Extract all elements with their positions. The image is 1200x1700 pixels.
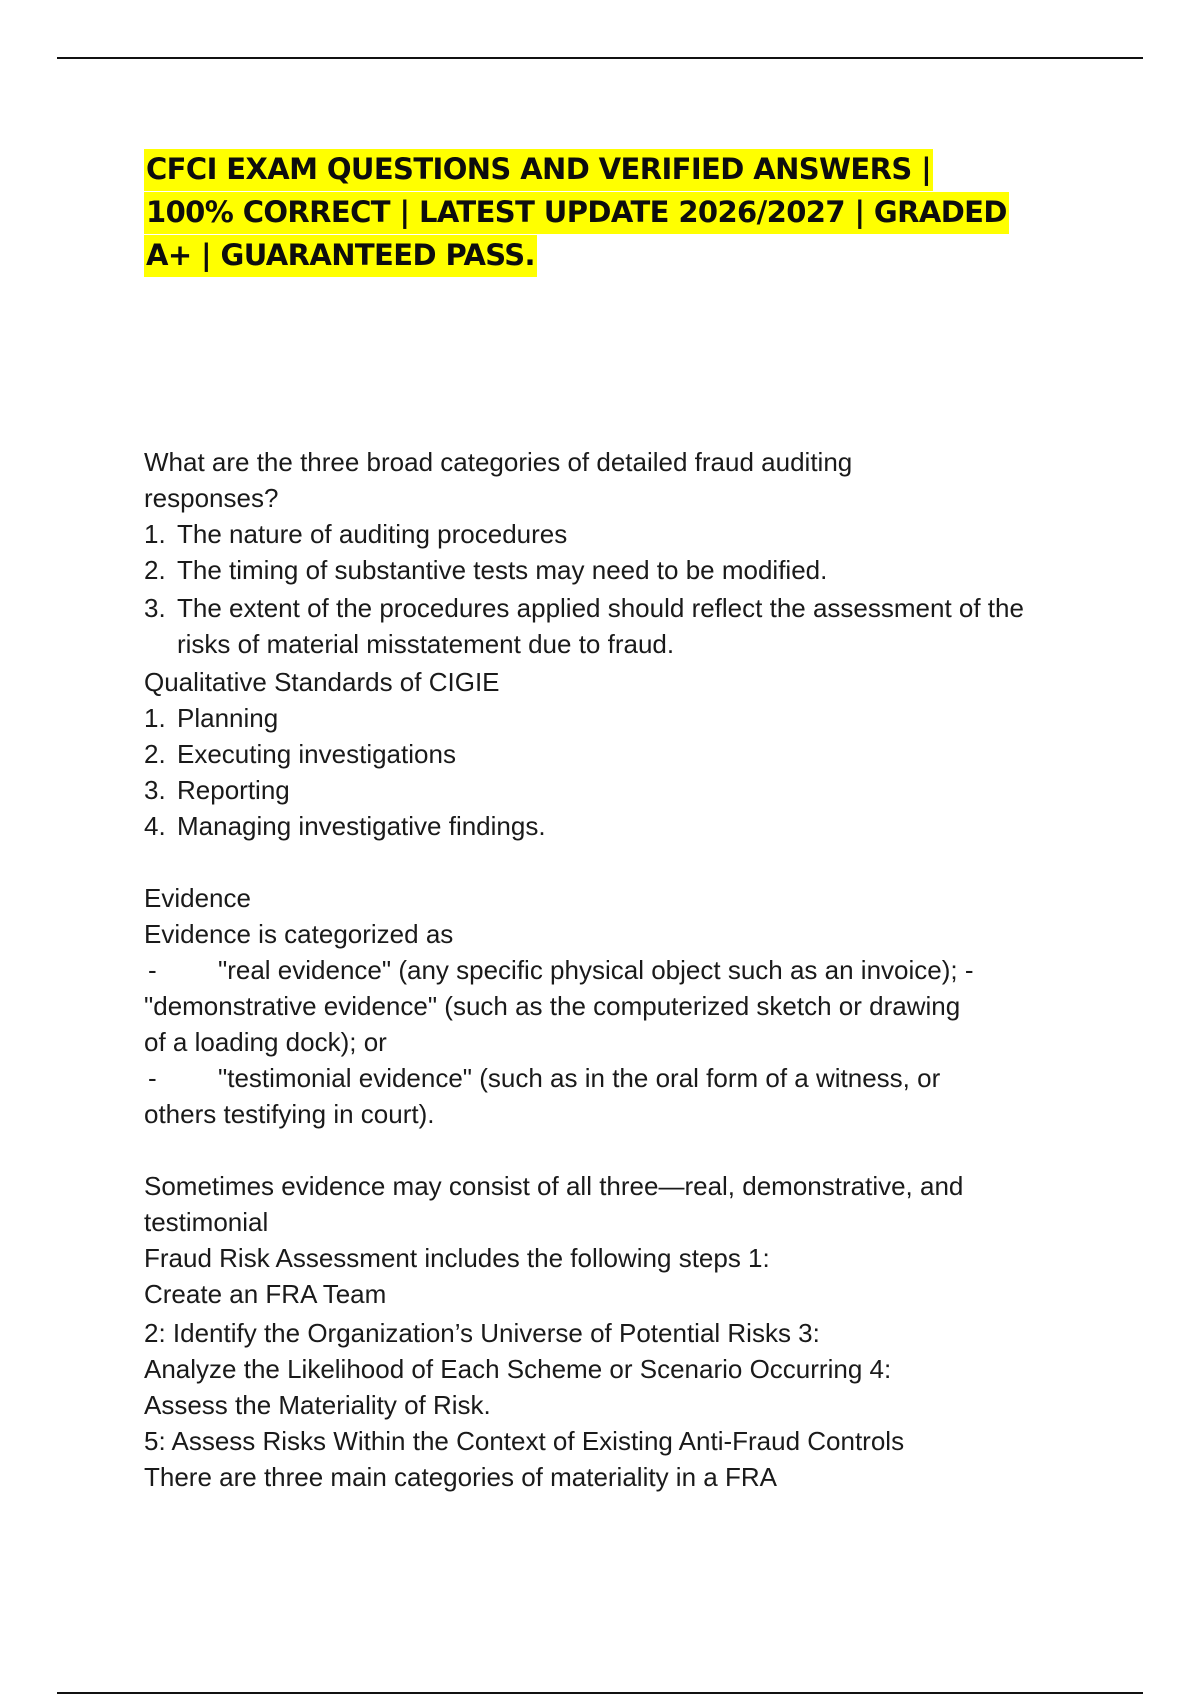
list-item xyxy=(144,808,1079,844)
q3-para-line1: Sometimes evidence may consist of all three—real, demonstrative, and xyxy=(144,1171,964,1201)
q4-line1: Fraud Risk Assessment includes the following steps 1: xyxy=(144,1243,770,1273)
q2-question: Qualitative Standards of CIGIE xyxy=(144,667,500,697)
dash-marker: - xyxy=(148,1063,157,1093)
q4-line3: 2: Identify the Organization’s Universe of Potential Risks 3: xyxy=(144,1318,820,1348)
spacer xyxy=(144,844,1079,880)
list-number: 1. xyxy=(144,519,166,549)
q3-intro: Evidence is categorized as xyxy=(144,919,454,949)
list-item xyxy=(144,772,1079,808)
list-number: 3. xyxy=(144,593,166,623)
q3-question: Evidence xyxy=(144,883,251,913)
highlighted-title-text: CFCI EXAM QUESTIONS AND VERIFIED ANSWERS | 100% CORRECT | LATEST UPDATE 2026/2027 | GRADED A+ | GUARANTEED PASS. xyxy=(144,149,1009,277)
bottom-rule xyxy=(57,1692,1143,1694)
q4-line4: Analyze the Likelihood of Each Scheme or Scenario Occurring 4: xyxy=(144,1354,892,1384)
q3-line5: others testifying in court). xyxy=(144,1099,435,1129)
q4-line2: Create an FRA Team xyxy=(144,1279,387,1309)
list-item xyxy=(144,590,1079,662)
dash-item xyxy=(144,1060,1079,1096)
q5-question: There are three main categories of materiality in a FRA xyxy=(144,1462,777,1492)
list-text: Executing investigations xyxy=(177,739,456,769)
list-text: Reporting xyxy=(177,775,290,805)
list-number: 2. xyxy=(144,555,166,585)
document-title xyxy=(144,148,1014,277)
list-number: 2. xyxy=(144,739,166,769)
list-text: The timing of substantive tests may need to be modified. xyxy=(177,555,828,585)
dash-item xyxy=(144,952,1079,988)
q4-line5: Assess the Materiality of Risk. xyxy=(144,1390,491,1420)
list-text: The extent of the procedures applied should reflect the assessment of the risks of material misstatement due to fraud. xyxy=(177,593,1024,659)
dash-text: "real evidence" (any specific physical object such as an invoice); - xyxy=(218,955,974,985)
list-item xyxy=(144,552,1079,590)
list-item xyxy=(144,736,1079,772)
q4-line6: 5: Assess Risks Within the Context of Existing Anti-Fraud Controls xyxy=(144,1426,905,1456)
list-item xyxy=(144,700,1079,736)
dash-marker: - xyxy=(148,955,157,985)
list-text: Planning xyxy=(177,703,279,733)
q1-question-line2: responses? xyxy=(144,483,279,513)
spacer xyxy=(144,1132,1079,1168)
dash-text: "testimonial evidence" (such as in the oral form of a witness, or xyxy=(218,1063,941,1093)
q3-line3: of a loading dock); or xyxy=(144,1027,387,1057)
list-number: 3. xyxy=(144,775,166,805)
document-body xyxy=(144,444,1079,1495)
list-number: 4. xyxy=(144,811,166,841)
list-number: 1. xyxy=(144,703,166,733)
list-text: Managing investigative findings. xyxy=(177,811,546,841)
list-text: The nature of auditing procedures xyxy=(177,519,568,549)
q3-para-line2: testimonial xyxy=(144,1207,269,1237)
q3-line2: "demonstrative evidence" (such as the computerized sketch or drawing xyxy=(144,991,961,1021)
list-item xyxy=(144,516,1079,552)
q1-question-line1: What are the three broad categories of detailed fraud auditing xyxy=(144,447,853,477)
top-rule xyxy=(57,57,1143,59)
